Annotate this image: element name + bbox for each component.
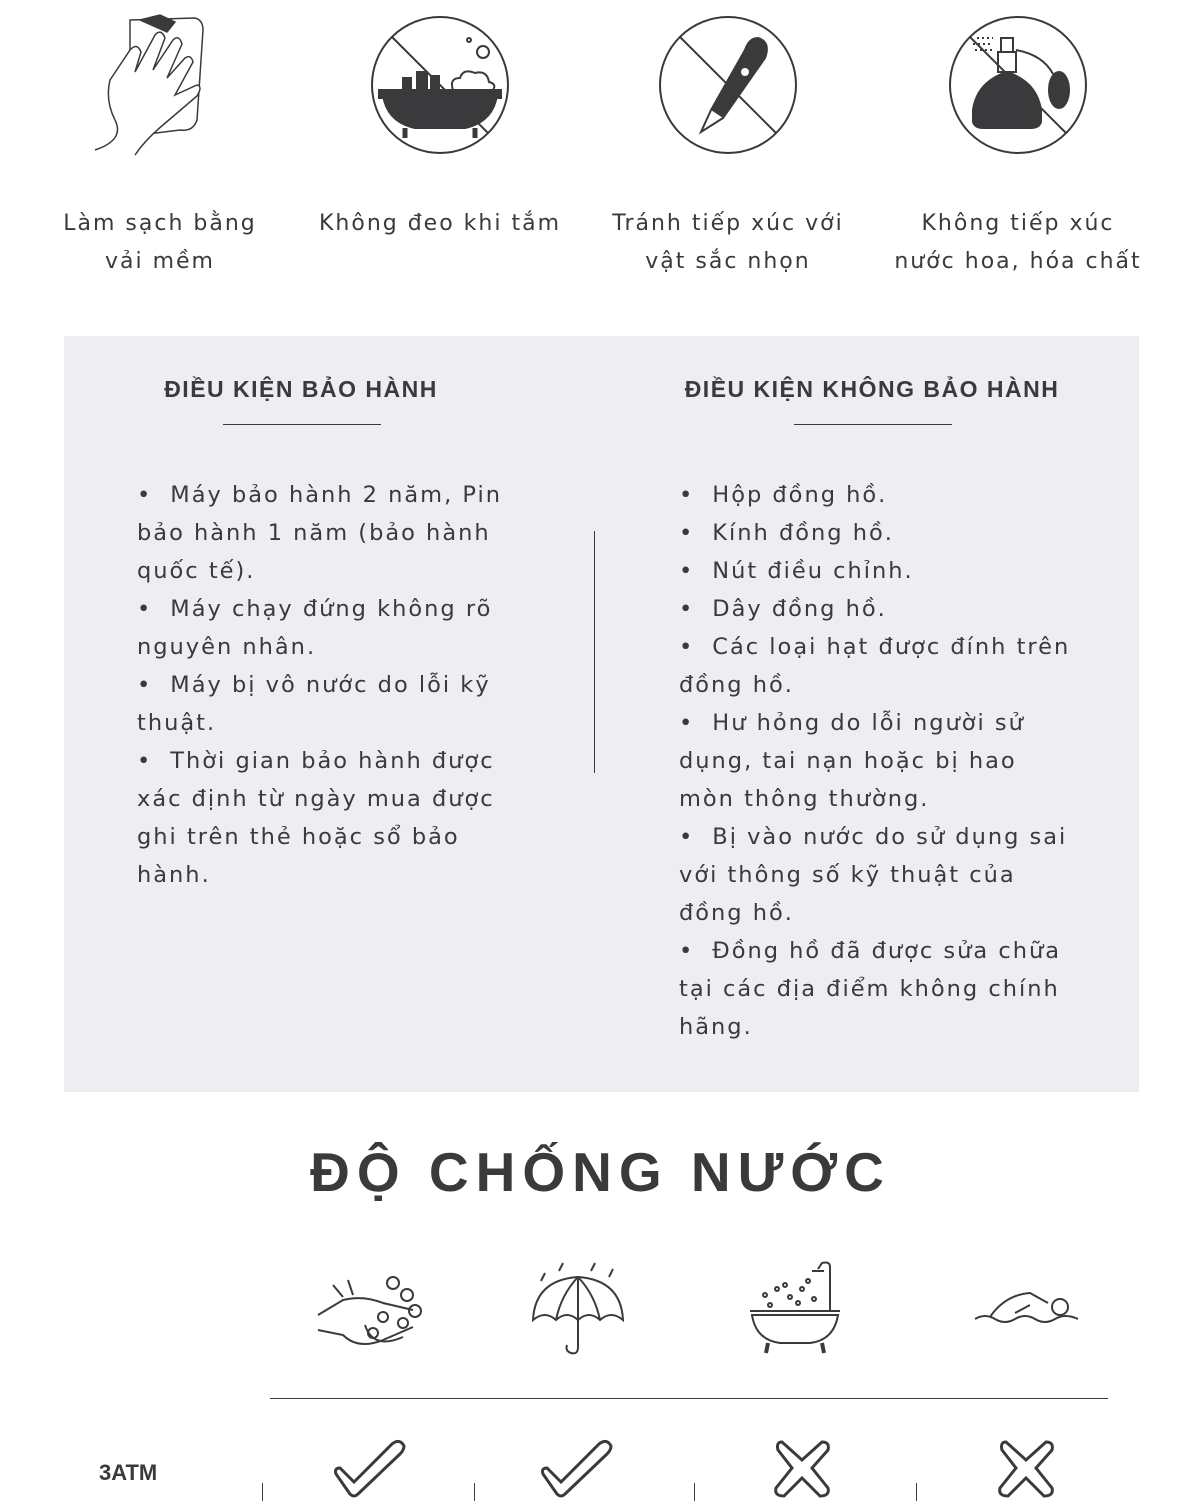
warranty-panel — [64, 336, 1139, 1092]
list-item: • Kính đồng hồ. — [679, 520, 894, 546]
care-item-no-sharp — [583, 0, 873, 300]
no-bathtub-icon — [365, 10, 515, 160]
umbrella-rain-icon — [513, 1255, 643, 1365]
check-icon — [330, 1436, 410, 1501]
non-warranty-title: ĐIỀU KIỆN KHÔNG BẢO HÀNH — [684, 376, 1060, 402]
title-underline — [794, 424, 952, 425]
care-label: Không tiếp xúc nước hoa, hóa chất — [894, 211, 1142, 274]
warranty-title: ĐIỀU KIỆN BẢO HÀNH — [164, 376, 438, 402]
title-underline — [223, 424, 381, 425]
care-label: Không đeo khi tắm — [318, 211, 561, 236]
care-label: Làm sạch bằng vải mềm — [63, 211, 257, 274]
water-resistance-title: ĐỘ CHỐNG NƯỚC — [310, 1141, 891, 1203]
rating-label: 3ATM — [99, 1460, 158, 1485]
column-tick — [916, 1483, 917, 1501]
list-item: • Máy bảo hành 2 năm, Pin bảo hành 1 năm (bảo hành quốc tế). — [137, 482, 502, 584]
no-perfume-icon — [943, 10, 1093, 160]
non-warranty-list — [679, 476, 1079, 1046]
column-tick — [474, 1483, 475, 1501]
list-item: • Hư hỏng do lỗi người sử dụng, tai nạn hoặc bị hao mòn thông thường. — [679, 710, 1025, 812]
check-icon — [537, 1436, 617, 1501]
swimming-icon — [960, 1255, 1090, 1365]
table-divider — [270, 1398, 1108, 1399]
cross-icon — [762, 1436, 842, 1501]
list-item: • Hộp đồng hồ. — [679, 482, 888, 508]
column-tick — [694, 1483, 695, 1501]
list-item: • Nút điều chỉnh. — [679, 558, 914, 584]
hand-washing-icon — [303, 1255, 433, 1365]
care-label: Tránh tiếp xúc với vật sắc nhọn — [612, 211, 844, 274]
column-tick — [262, 1483, 263, 1501]
list-item: • Máy chạy đứng không rõ nguyên nhân. — [137, 596, 493, 660]
no-sharp-knife-icon — [653, 10, 803, 160]
list-item: • Bị vào nước do sử dụng sai với thông số kỹ thuật của đồng hồ. — [679, 824, 1068, 926]
list-item: • Các loại hạt được đính trên đồng hồ. — [679, 634, 1071, 698]
list-item: • Dây đồng hồ. — [679, 596, 887, 622]
column-divider — [594, 531, 595, 773]
care-item-no-bath — [295, 0, 585, 300]
wipe-cloth-icon — [85, 10, 235, 160]
care-item-no-perfume — [873, 0, 1163, 300]
warranty-list — [137, 476, 537, 894]
cross-icon — [986, 1436, 1066, 1501]
list-item: • Máy bị vô nước do lỗi kỹ thuật. — [137, 672, 491, 736]
care-item-soft-cloth — [15, 0, 305, 300]
list-item: • Đồng hồ đã được sửa chữa tại các địa điểm không chính hãng. — [679, 938, 1062, 1040]
shower-bath-icon — [730, 1255, 860, 1365]
list-item: • Thời gian bảo hành được xác định từ ngày mua được ghi trên thẻ hoặc sổ bảo hành. — [137, 748, 495, 888]
